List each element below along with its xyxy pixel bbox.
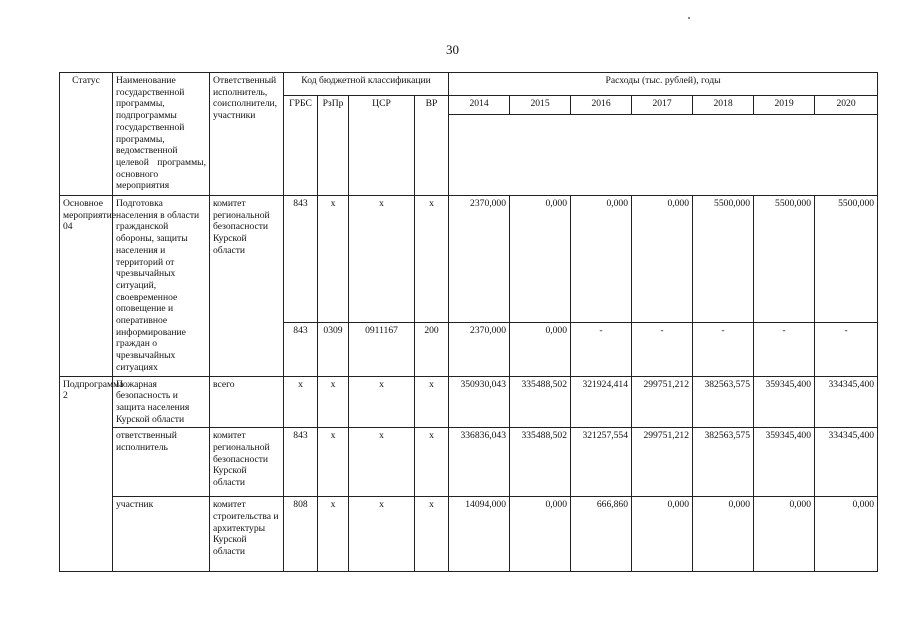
cell-value: 0,000 — [815, 497, 878, 572]
cell-grbs: 843 — [284, 323, 318, 376]
cell-grbs: х — [284, 376, 318, 428]
cell-rzpr: х — [318, 376, 349, 428]
cell-csr: 0911167 — [349, 323, 415, 376]
cell-responsible: комитет строительства и архитектуры Курской области — [210, 497, 284, 572]
cell-name: Пожарная безопасность и защита населения Курской области — [113, 376, 210, 428]
cell-grbs: 843 — [284, 428, 318, 497]
cell-value: 2370,000 — [449, 323, 510, 376]
cell-responsible: всего — [210, 376, 284, 428]
header-rzpr: РзПр — [318, 96, 349, 196]
table-row — [60, 497, 878, 572]
cell-value: 359345,400 — [754, 428, 815, 497]
cell-name: участник — [113, 497, 210, 572]
header-year: 2020 — [815, 96, 878, 115]
cell-value: 0,000 — [632, 497, 693, 572]
cell-value: 359345,400 — [754, 376, 815, 428]
cell-value: - — [571, 323, 632, 376]
cell-csr: х — [349, 428, 415, 497]
header-csr: ЦСР — [349, 96, 415, 196]
cell-vr: х — [415, 196, 449, 323]
cell-name: ответственный исполнитель — [113, 428, 210, 497]
cell-vr: 200 — [415, 323, 449, 376]
cell-value: 0,000 — [693, 497, 754, 572]
table-row — [60, 376, 878, 428]
cell-csr: х — [349, 196, 415, 323]
cell-value: 0,000 — [754, 497, 815, 572]
cell-value: 0,000 — [632, 196, 693, 323]
cell-value: 0,000 — [510, 196, 571, 323]
header-responsible: Ответственный исполнитель, соисполнители, участники — [210, 73, 284, 196]
cell-vr: х — [415, 428, 449, 497]
cell-value: 350930,043 — [449, 376, 510, 428]
header-year: 2014 — [449, 96, 510, 115]
page-number: 30 — [446, 42, 459, 57]
header-name: Наименование государственной программы, подпрограммы государственной программы, ведомственной целевой программы, основного мероприятия — [113, 73, 210, 196]
header-vr: ВР — [415, 96, 449, 196]
cell-value: - — [632, 323, 693, 376]
cell-rzpr: х — [318, 428, 349, 497]
table-row — [60, 196, 878, 323]
cell-value: 2370,000 — [449, 196, 510, 323]
cell-vr: х — [415, 497, 449, 572]
header-year: 2017 — [632, 96, 693, 115]
cell-grbs: 808 — [284, 497, 318, 572]
cell-value: 5500,000 — [693, 196, 754, 323]
cell-value: - — [693, 323, 754, 376]
cell-value: - — [815, 323, 878, 376]
cell-value: 382563,575 — [693, 376, 754, 428]
cell-value: 14094,000 — [449, 497, 510, 572]
cell-value: 0,000 — [571, 196, 632, 323]
scan-dot-mark — [688, 17, 690, 19]
cell-csr: х — [349, 497, 415, 572]
cell-value: 382563,575 — [693, 428, 754, 497]
cell-value: 335488,502 — [510, 428, 571, 497]
header-budget-code: Код бюджетной классификации — [284, 73, 449, 96]
cell-value: 299751,212 — [632, 428, 693, 497]
header-grbs: ГРБС — [284, 96, 318, 196]
cell-csr: х — [349, 376, 415, 428]
cell-rzpr: 0309 — [318, 323, 349, 376]
cell-value: 334345,400 — [815, 428, 878, 497]
cell-vr: х — [415, 376, 449, 428]
cell-value: 321257,554 — [571, 428, 632, 497]
header-row-1 — [60, 73, 878, 96]
cell-rzpr: х — [318, 196, 349, 323]
cell-status: Основное мероприятие 04 — [60, 196, 113, 377]
cell-status: Подпрограмма 2 — [60, 376, 113, 572]
header-year: 2018 — [693, 96, 754, 115]
cell-value: 335488,502 — [510, 376, 571, 428]
table-row — [60, 428, 878, 497]
header-year: 2015 — [510, 96, 571, 115]
cell-value: - — [754, 323, 815, 376]
cell-value: 0,000 — [510, 497, 571, 572]
header-years-spacer — [449, 115, 878, 196]
header-year: 2019 — [754, 96, 815, 115]
cell-value: 299751,212 — [632, 376, 693, 428]
header-expenses: Расходы (тыс. рублей), годы — [449, 73, 878, 96]
cell-responsible: комитет региональной безопасности Курской области — [210, 428, 284, 497]
header-year: 2016 — [571, 96, 632, 115]
cell-value: 321924,414 — [571, 376, 632, 428]
cell-responsible: комитет региональной безопасности Курской области — [210, 196, 284, 377]
cell-value: 5500,000 — [815, 196, 878, 323]
cell-value: 0,000 — [510, 323, 571, 376]
cell-grbs: 843 — [284, 196, 318, 323]
cell-rzpr: х — [318, 497, 349, 572]
cell-value: 334345,400 — [815, 376, 878, 428]
cell-name: Подготовка населения в области гражданской обороны, защиты населения и территорий от чрезвычайных ситуаций, своевременное оповещение и оперативное информирование граждан о чрезвычайных ситуациях — [113, 196, 210, 377]
cell-value: 5500,000 — [754, 196, 815, 323]
header-status: Статус — [60, 73, 113, 196]
budget-table — [59, 72, 878, 572]
cell-value: 336836,043 — [449, 428, 510, 497]
cell-value: 666,860 — [571, 497, 632, 572]
